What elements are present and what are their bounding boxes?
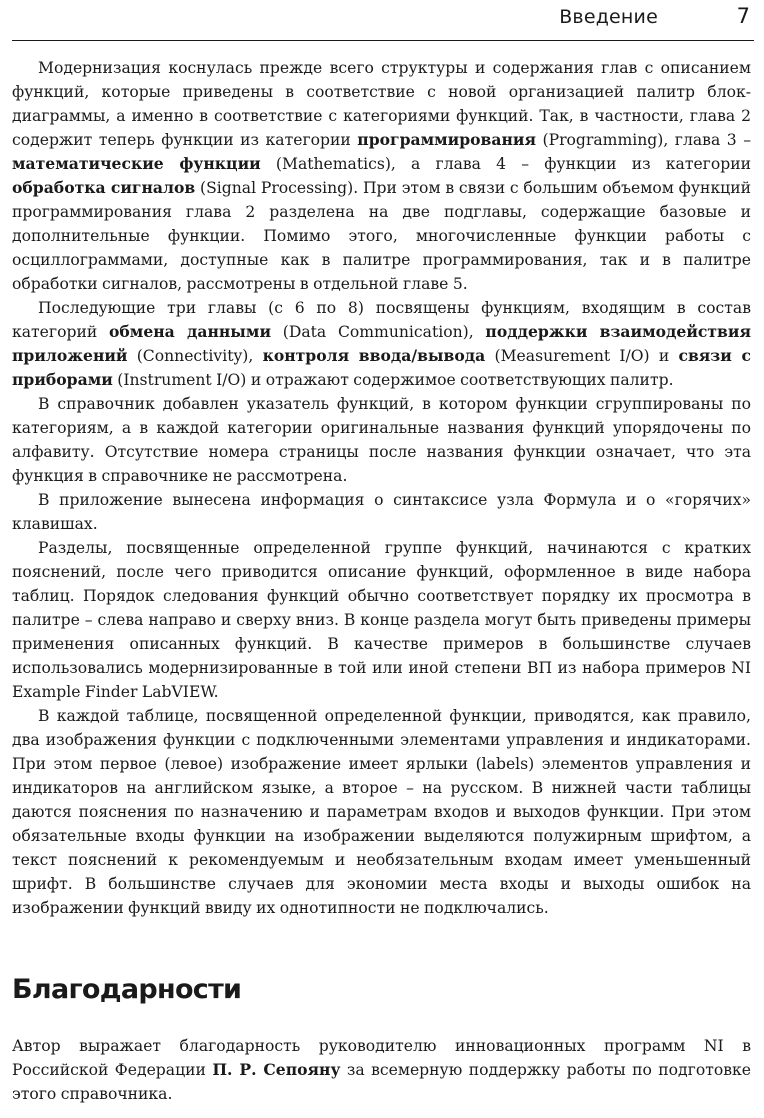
header-section-title: Введение <box>559 6 658 28</box>
bold-term-connectivity: поддержки взаимодействия приложений <box>12 322 751 365</box>
text-run: (Measurement I/O) и <box>485 347 679 365</box>
text-run: (Signal Processing). При этом в связи с большим объемом функций программирования глава 2 разделена на две подглавы, содержащие базовые и дополнительные функции. Помимо этого, многочисленные функции работы с осциллограммами, доступные как в палитре программирования, так и в палитре обработки сигналов, рассмотрены в отдельной главе 5. <box>12 179 752 293</box>
bold-term-instrument: связи с приборами <box>12 346 752 389</box>
text-run: Модернизация коснулась прежде всего структуры и содержания глав с описанием функций, которые приведены в соответствие с новой организацией палитр блок-диаграммы, а именно в соответствие с категориями функций. Так, в частности, глава 2 содержит теперь функции из категории <box>12 59 751 149</box>
bold-term-signal: обработка сигналов <box>12 178 196 197</box>
text-run: (Connectivity), <box>127 347 263 365</box>
main-text <box>12 56 751 920</box>
text-run: (Instrument I/O) и отражают содержимое соответствующих палитр. <box>112 371 674 389</box>
text-run: (Mathematics), а глава 4 – функции из категории <box>260 155 752 173</box>
bold-term-math: математические функции <box>12 154 261 173</box>
running-header <box>12 0 754 41</box>
acknowledgements-text <box>12 1034 751 1106</box>
paragraph-sections: Разделы, посвященные определенной группе функций, начинаются с кратких пояснений, после чего приводится описание функций, оформленное в виде набора таблиц. Порядок следования функций обычно соответствует порядку их просмотра в палитре – слева направо и сверху вниз. В конце раздела могут быть приведены примеры применения описанных функций. В качестве примеров в большинстве случаев использовались модернизированные в той или иной степени ВП из набора примеров NI Example Finder LabVIEW. <box>12 539 751 701</box>
paragraph-appendix: В приложение вынесена информация о синтаксисе узла Формула и о «горячих» клавишах. <box>12 491 751 533</box>
text-run: Автор выражает благодарность руководителю инновационных программ NI в Российской Федерации <box>12 1037 751 1079</box>
text-run: (Data Communication), <box>271 323 486 341</box>
bold-term-measurement: контроля ввода/вывода <box>262 346 486 365</box>
paragraph-structure <box>12 56 751 296</box>
paragraph-chapters <box>12 296 751 392</box>
text-run: за всемерную поддержку работы по подготовке этого справочника. <box>12 1061 751 1103</box>
page-number: 7 <box>736 4 750 28</box>
bold-term-data-comm: обмена данными <box>108 322 272 341</box>
text-run: (Programming), глава 3 – <box>535 131 751 149</box>
bold-person-name: П. Р. Сепояну <box>212 1060 341 1079</box>
paragraph-index: В справочник добавлен указатель функций, в котором функции сгруппированы по категориям, а в каждой категории оригинальные названия функций упорядочены по алфавиту. Отсутствие номера страницы после названия функции означает, что эта функция в справочнике не рассмотрена. <box>12 395 751 485</box>
section-heading: Благодарности <box>12 974 242 1005</box>
bold-term-programming: программирования <box>357 130 536 149</box>
paragraph-thanks <box>12 1034 751 1106</box>
paragraph-tables: В каждой таблице, посвященной определенной функции, приводятся, как правило, два изображения функции с подключенными элементами управления и индикаторами. При этом первое (левое) изображение имеет ярлыки (labels) элементов управления и индикаторов на английском языке, а второе – на русском. В нижней части таблицы даются пояснения по назначению и параметрам входов и выходов функции. При этом обязательные входы функции на изображении выделяются полужирным шрифтом, а текст пояснений к рекомендуемым и необязательным входам имеет уменьшенный шрифт. В большинстве случаев для экономии места входы и выходы ошибок на изображении функций ввиду их однотипности не подключались. <box>12 707 751 917</box>
text-run: Последующие три главы (с 6 по 8) посвящены функциям, входящим в состав категорий <box>12 299 751 341</box>
